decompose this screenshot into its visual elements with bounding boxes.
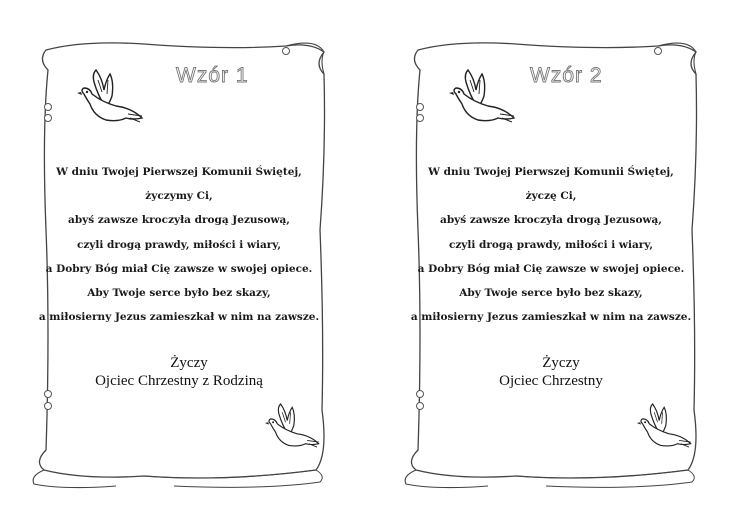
signature-line-2: Ojciec Chrzestny <box>499 373 603 389</box>
verse-line: życzymy Ci, <box>145 190 213 203</box>
signature-line-1: Życzy <box>170 355 208 371</box>
verse-line: a Dobry Bóg miał Cię zawsze w swojej opiece. <box>45 262 313 275</box>
card-title: Wzór 2 <box>530 64 603 87</box>
verse-line: abyś zawsze kroczyła drogą Jezusową, <box>68 214 290 227</box>
punch-hole <box>44 114 52 122</box>
punch-hole <box>416 402 424 410</box>
punch-hole <box>44 390 52 398</box>
signature-line-2: Ojciec Chrzestny z Rodziną <box>95 373 263 389</box>
verse-line: czyli drogą prawdy, miłości i wiary, <box>448 238 654 251</box>
punch-hole <box>44 103 52 111</box>
verse-line: a miłosierny Jezus zamieszkał w nim na zawsze. <box>38 311 320 324</box>
card-wzor-2 <box>396 30 706 490</box>
dove-icon <box>264 400 322 456</box>
signature <box>396 354 706 390</box>
signature <box>24 354 334 390</box>
verse-line: W dniu Twojej Pierwszej Komunii Świętej, <box>56 166 302 178</box>
verse-line: abyś zawsze kroczyła drogą Jezusową, <box>440 214 662 227</box>
verse-line: a Dobry Bóg miał Cię zawsze w swojej opiece. <box>417 262 685 275</box>
punch-hole <box>416 390 424 398</box>
dove-icon <box>636 400 694 456</box>
verse-line: W dniu Twojej Pierwszej Komunii Świętej, <box>428 166 674 178</box>
verse-line: Aby Twoje serce było bez skazy, <box>459 286 643 299</box>
punch-hole <box>654 47 662 55</box>
verse-text <box>396 160 706 329</box>
punch-hole <box>416 114 424 122</box>
verse-line: życzę Ci, <box>525 190 577 203</box>
signature-line-1: Życzy <box>542 355 580 371</box>
card-title: Wzór 1 <box>176 64 249 87</box>
card-wzor-1 <box>24 30 334 490</box>
verse-line: czyli drogą prawdy, miłości i wiary, <box>76 238 282 251</box>
punch-hole <box>282 47 290 55</box>
verse-line: Aby Twoje serce było bez skazy, <box>87 286 271 299</box>
punch-hole <box>416 103 424 111</box>
punch-hole <box>44 402 52 410</box>
verse-text <box>24 160 334 329</box>
verse-line: a miłosierny Jezus zamieszkał w nim na zawsze. <box>410 311 692 324</box>
